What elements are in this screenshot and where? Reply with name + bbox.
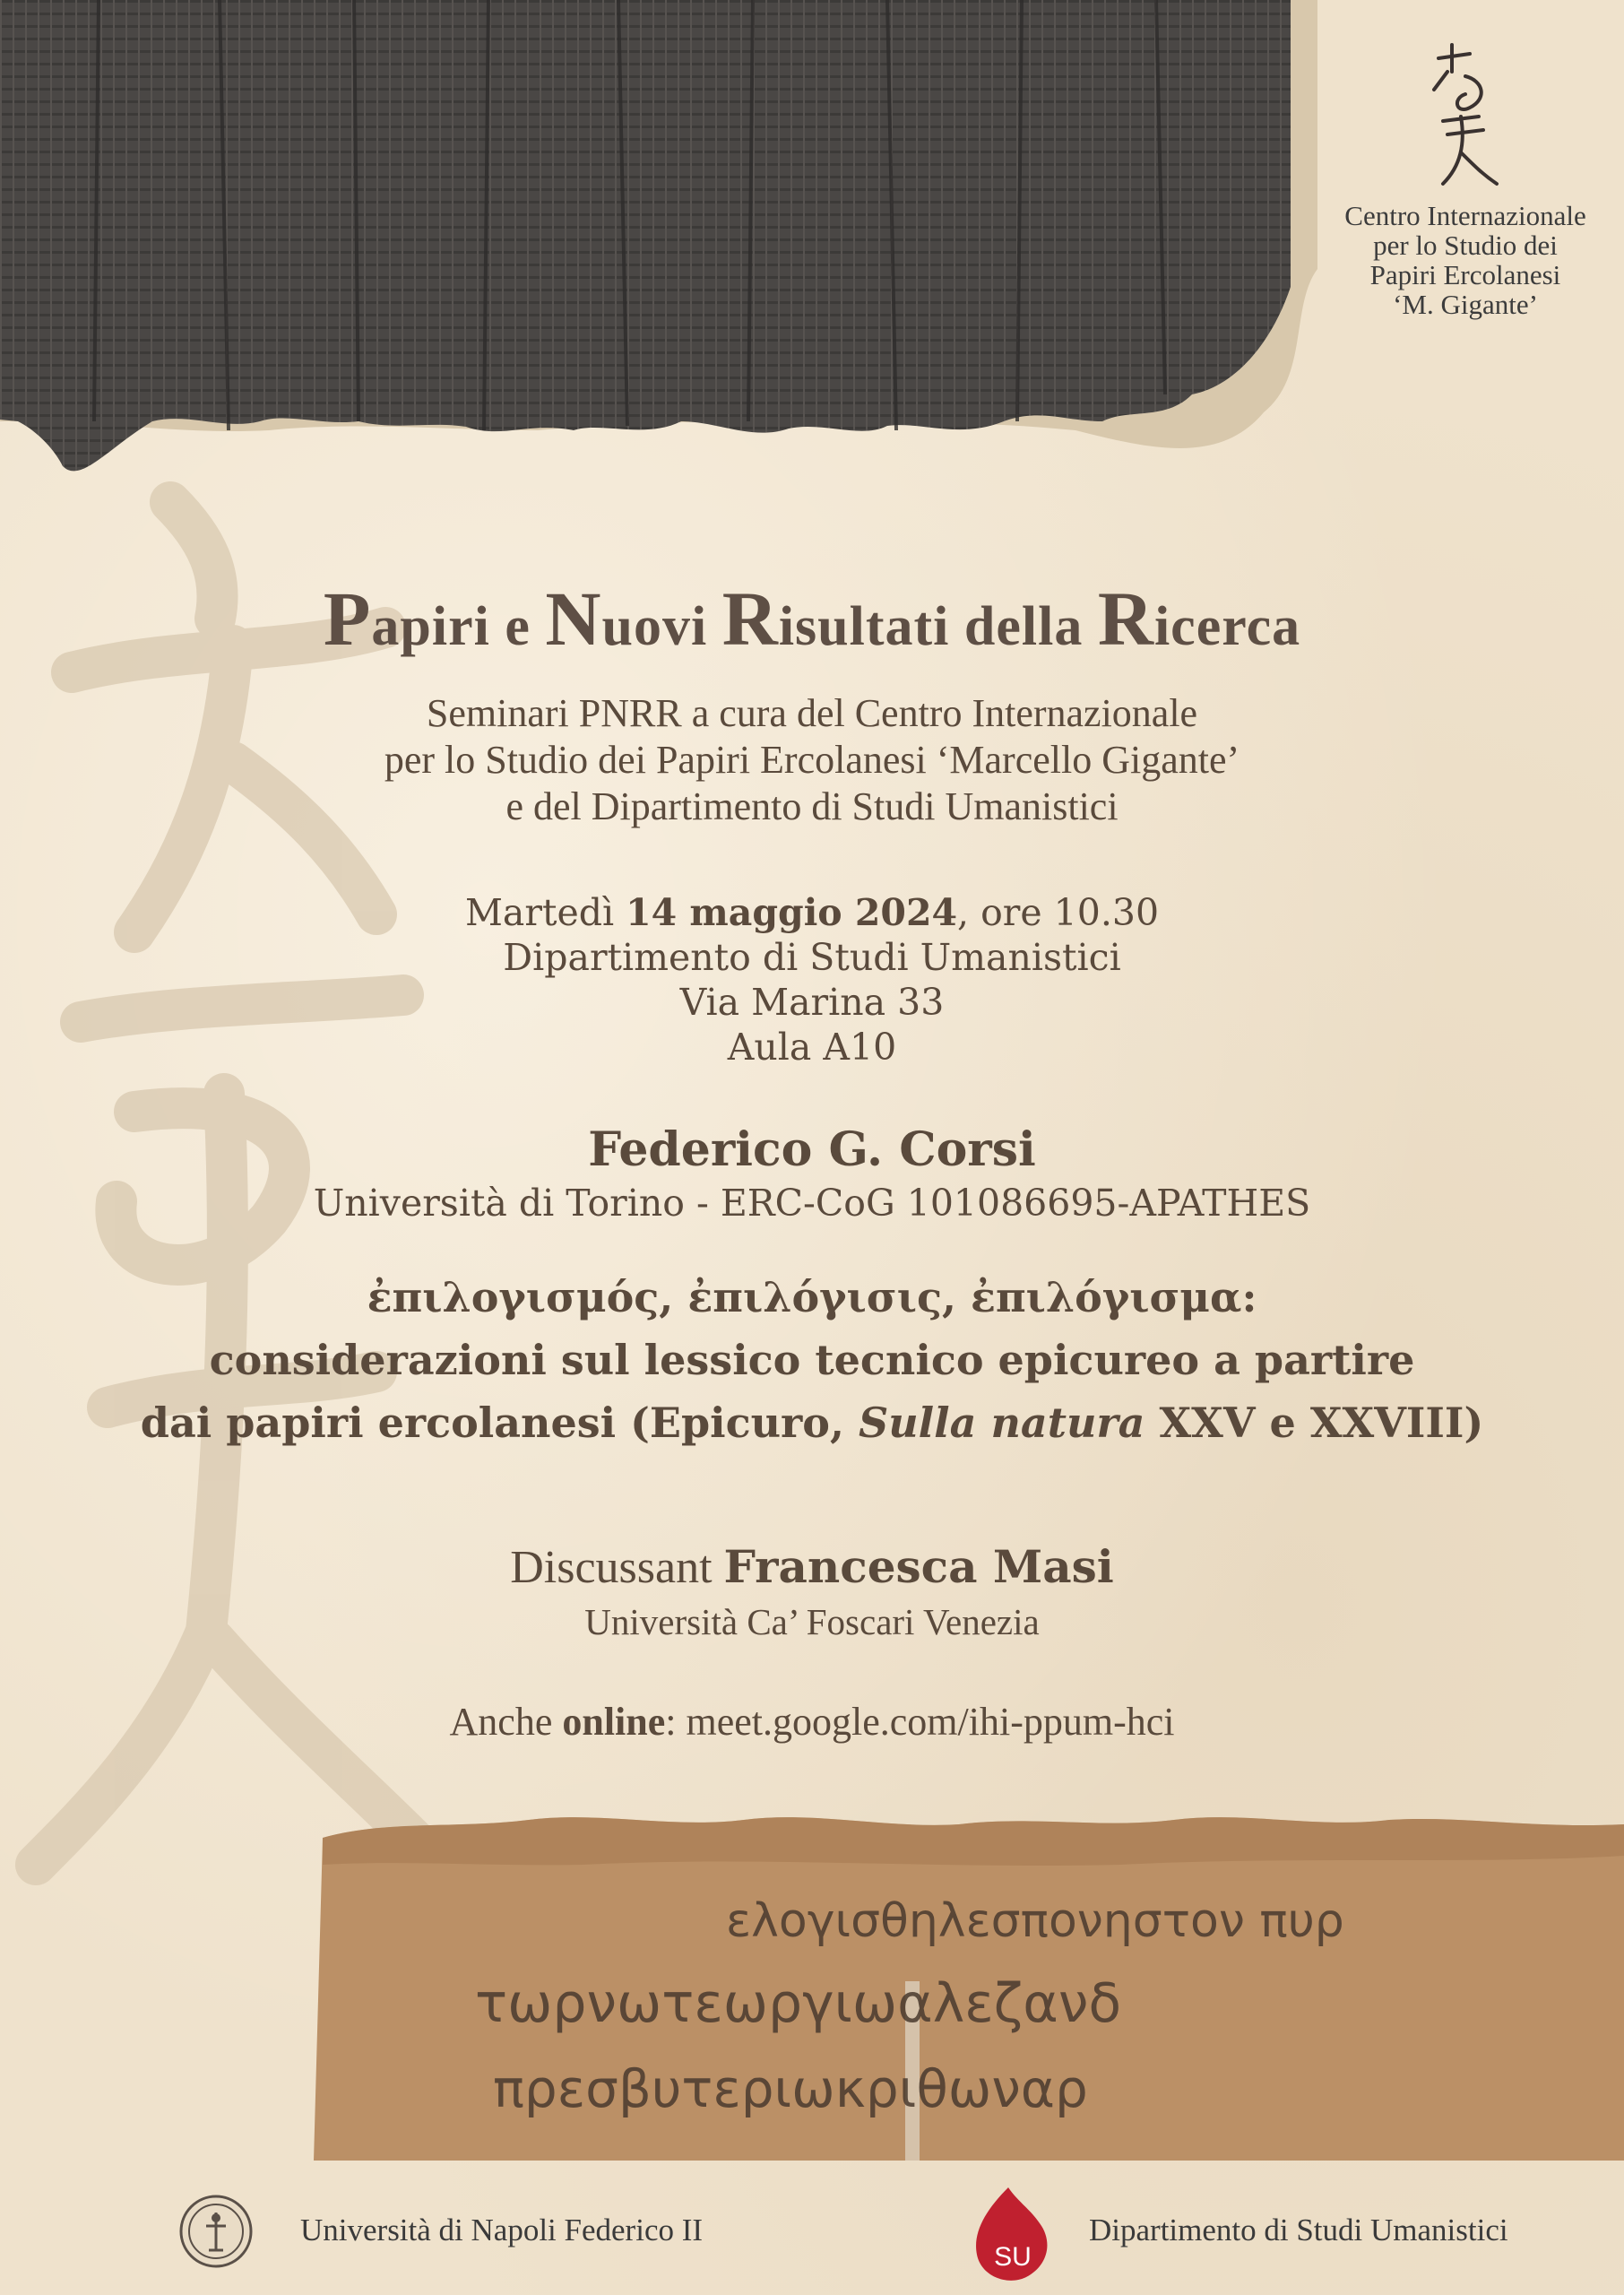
- event-address: Via Marina 33: [679, 981, 945, 1024]
- footer: [0, 2161, 1624, 2295]
- talk-title: [0, 1266, 1624, 1454]
- speaker-affiliation: Università di Torino - ERC-CoG 101086695-APATHES: [313, 1182, 1311, 1225]
- centro-line-1: Centro Internazionale: [1344, 200, 1586, 231]
- papyrus-line-1: ελογισθηλεσπονηστον πυρ: [726, 1894, 1344, 1948]
- department-name: Dipartimento di Studi Umanistici: [1089, 2213, 1508, 2247]
- discussant: Discussant Francesca Masi: [510, 1540, 1114, 1593]
- centro-line-3: Papiri Ercolanesi: [1369, 259, 1561, 290]
- speaker-name: Federico G. Corsi: [588, 1122, 1036, 1177]
- papyrus-top-image: [0, 0, 1317, 502]
- papyrus-line-2: τωρνωτεωργιωαλεζανδ: [475, 1972, 1122, 2035]
- online-link[interactable]: Anche online: meet.google.com/ihi-ppum-hci: [449, 1700, 1175, 1744]
- calligraphic-seal-icon: [1416, 36, 1515, 197]
- event-subtitle: [0, 690, 1624, 830]
- papyrus-line-3: πρεσβυτεριωκριθωναρ: [493, 2058, 1088, 2119]
- university-seal-icon: [179, 2195, 253, 2268]
- centro-logo: [1326, 36, 1604, 319]
- su-letters: SU: [994, 2242, 1032, 2272]
- su-department-logo-icon: [968, 2183, 1058, 2291]
- talk-line-2: considerazioni sul lessico tecnico epicureo a partire: [209, 1336, 1415, 1384]
- talk-line-1: ἐπιλογισμός, ἐπιλόγισις, ἐπιλόγισμα:: [367, 1273, 1257, 1321]
- subtitle-line-3: e del Dipartimento di Studi Umanistici: [505, 784, 1119, 828]
- subtitle-line-1: Seminari PNRR a cura del Centro Internazionale: [426, 691, 1198, 735]
- event-details: [0, 890, 1624, 1070]
- event-place: Dipartimento di Studi Umanistici: [503, 936, 1121, 979]
- papyrus-bottom-image: [314, 1802, 1624, 2161]
- centro-line-2: per lo Studio dei: [1373, 230, 1558, 261]
- subtitle-line-2: per lo Studio dei Papiri Ercolanesi ‘Marcello Gigante’: [384, 738, 1240, 782]
- event-room: Aula A10: [727, 1026, 897, 1069]
- talk-line-3: dai papiri ercolanesi (Epicuro, Sulla natura XXV e XXVIII): [140, 1399, 1484, 1447]
- centro-line-4: ‘M. Gigante’: [1393, 289, 1538, 320]
- event-datetime: Martedì 14 maggio 2024, ore 10.30: [464, 891, 1160, 934]
- event-title: Papiri e Nuovi Risultati della Ricerca: [323, 576, 1301, 662]
- university-name: Università di Napoli Federico II: [300, 2213, 704, 2247]
- discussant-affiliation: Università Ca’ Foscari Venezia: [584, 1601, 1040, 1642]
